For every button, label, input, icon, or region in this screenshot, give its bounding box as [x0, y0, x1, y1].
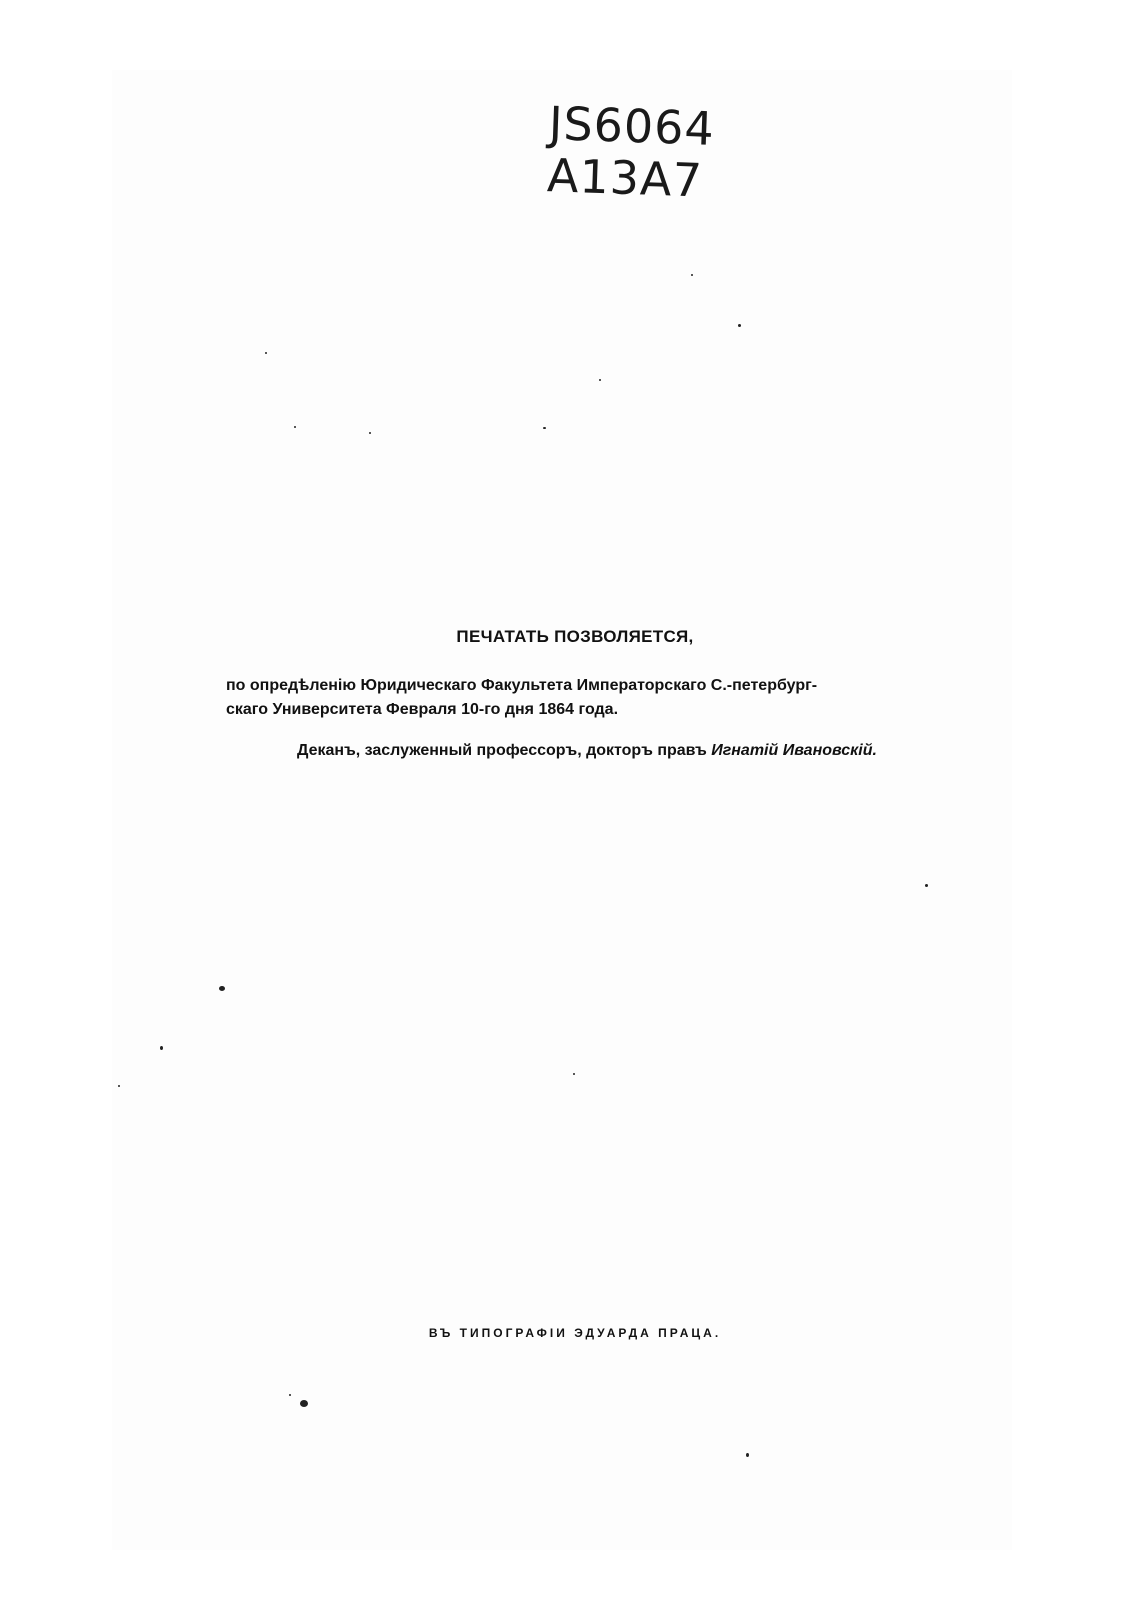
- shelfmark-line-1: JS6064: [548, 96, 716, 156]
- scan-speck: [573, 1073, 575, 1075]
- dean-signature-line: [297, 742, 877, 760]
- scan-speck: [738, 324, 741, 327]
- approval-heading: ПЕЧАТАТЬ ПОЗВОЛЯЕТСЯ,: [456, 627, 694, 646]
- signer-name: Игнатій Ивановскій.: [711, 742, 877, 759]
- printer-imprint: ВЪ ТИПОГРАФІИ ЭДУАРДА ПРАЦА.: [428, 1326, 722, 1340]
- approval-paragraph: [226, 674, 956, 722]
- signature-prefix: Деканъ, заслуженный профессоръ, докторъ правъ: [297, 742, 707, 759]
- scan-speck: [160, 1046, 163, 1050]
- scan-speck: [289, 1394, 291, 1396]
- scan-speck: [746, 1453, 749, 1457]
- scan-speck: [543, 427, 546, 429]
- handwritten-shelfmark: [546, 97, 715, 207]
- approval-body-line-2: скаго Университета Февраля 10-го дня 1864 года.: [226, 701, 619, 718]
- scan-speck: [265, 352, 267, 354]
- scan-speck: [118, 1085, 120, 1087]
- scan-speck: [925, 884, 928, 887]
- scan-speck: [691, 274, 693, 276]
- scan-speck: [369, 432, 371, 434]
- scan-speck: [294, 426, 296, 428]
- scan-speck: [599, 379, 601, 381]
- approval-body-line-1: по опредѣленію Юридическаго Факультета Императорскаго С.-петербург-: [226, 677, 818, 694]
- shelfmark-line-2: A13A7: [546, 148, 704, 208]
- scan-speck: [219, 986, 225, 991]
- scan-speck: [300, 1400, 308, 1407]
